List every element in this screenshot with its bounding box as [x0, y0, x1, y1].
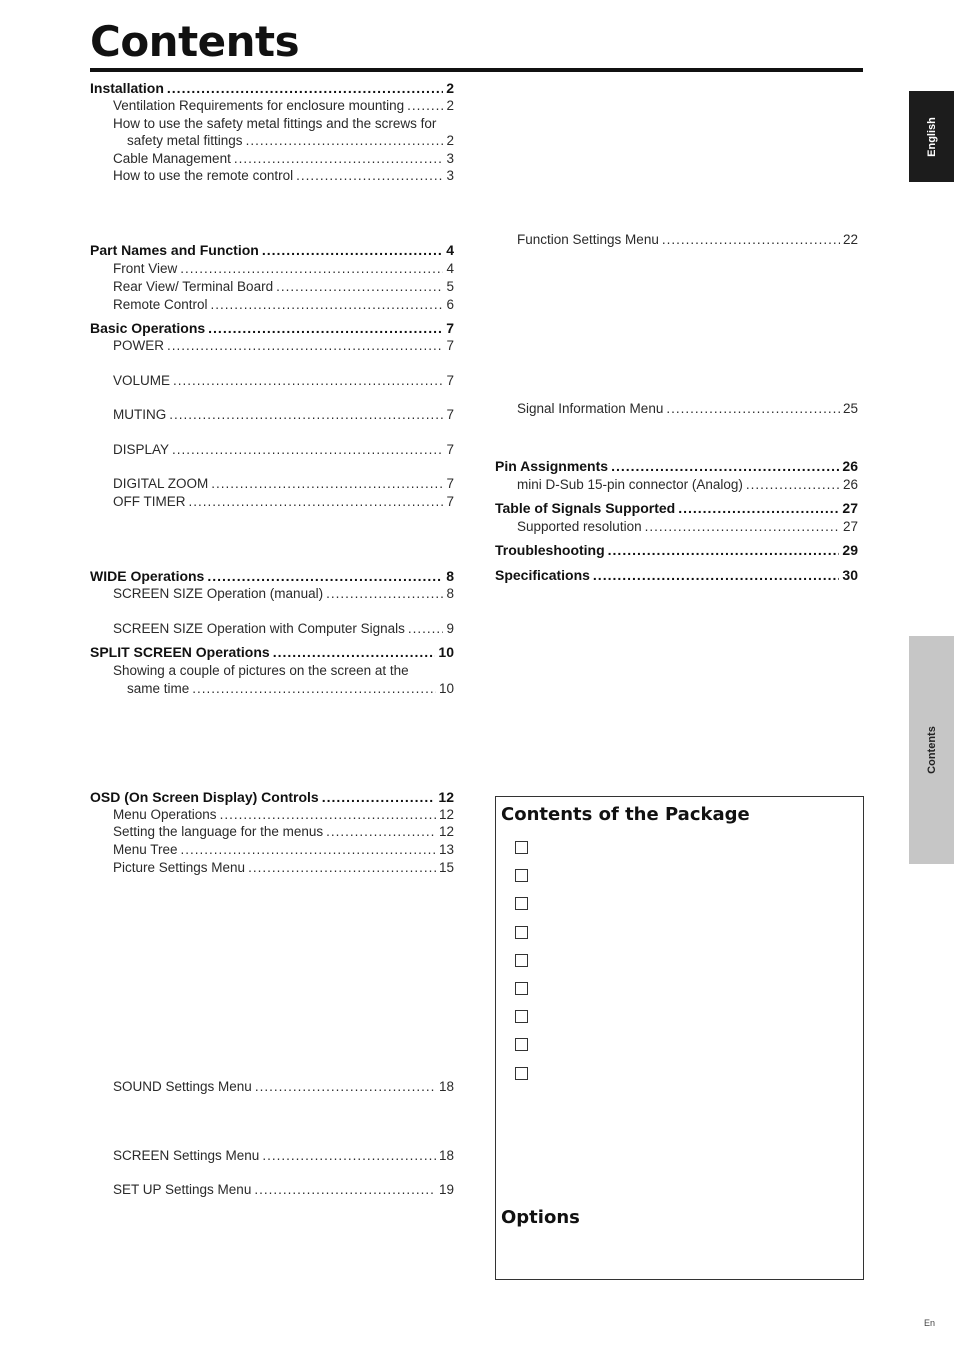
toc-leader-dots [645, 517, 840, 537]
toc-heading[interactable] [495, 456, 858, 476]
toc-entry-title: Ventilation Requirements for enclosure mounting [113, 98, 405, 113]
toc-leader-dots [173, 371, 443, 391]
toc-leader-dots [296, 166, 443, 186]
toc-entry[interactable] [113, 619, 454, 639]
package-checkbox[interactable] [515, 869, 528, 882]
toc-entry-title: Troubleshooting [495, 542, 605, 558]
toc-entry[interactable] [113, 96, 454, 116]
toc-entry-title: Installation [90, 80, 164, 96]
toc-page-number: 2 [446, 98, 454, 113]
toc-leader-dots [326, 584, 443, 604]
toc-entry-title: WIDE Operations [90, 568, 205, 584]
package-checkbox[interactable] [515, 1067, 528, 1080]
toc-entry-title: SET UP Settings Menu [113, 1182, 252, 1197]
toc-page-number: 27 [842, 500, 858, 516]
toc-entry[interactable] [113, 371, 454, 391]
package-checkbox[interactable] [515, 1010, 528, 1023]
package-title: Contents of the Package [501, 804, 750, 825]
toc-heading[interactable] [90, 787, 454, 807]
toc-leader-dots [666, 399, 840, 419]
toc-page-number: 7 [446, 338, 454, 353]
toc-heading[interactable] [90, 566, 454, 586]
toc-page-number: 7 [446, 373, 454, 388]
toc-page-number: 26 [842, 477, 858, 492]
toc-leader-dots [248, 858, 436, 878]
toc-leader-dots [407, 96, 443, 116]
toc-leader-dots [593, 565, 840, 585]
toc-entry[interactable] [113, 166, 454, 186]
tab-contents[interactable] [909, 636, 954, 864]
toc-entry-title: Function Settings Menu [517, 232, 659, 247]
toc-page-number: 6 [446, 297, 454, 312]
toc-entry-title: MUTING [113, 407, 167, 422]
package-checkbox[interactable] [515, 954, 528, 967]
toc-entry[interactable] [113, 405, 454, 425]
toc-page-number: 8 [446, 568, 454, 584]
toc-entry[interactable] [127, 679, 454, 699]
toc-page-number: 7 [446, 476, 454, 491]
toc-entry[interactable] [113, 1180, 454, 1200]
toc-entry[interactable] [113, 584, 454, 604]
toc-entry[interactable] [127, 131, 454, 151]
toc-page-number: 18 [438, 1148, 454, 1163]
toc-entry-title: same time [127, 681, 190, 696]
toc-entry[interactable] [113, 295, 454, 315]
toc-page-number: 9 [446, 621, 454, 636]
toc-leader-dots [255, 1077, 436, 1097]
toc-leader-dots [192, 679, 436, 699]
toc-page-number: 8 [446, 586, 454, 601]
toc-entry-title: OFF TIMER [113, 494, 186, 509]
toc-page-number: 7 [446, 494, 454, 509]
toc-leader-dots [211, 474, 443, 494]
toc-entry-title: How to use the safety metal fittings and the screws for [113, 116, 437, 131]
toc-entry-title: How to use the remote control [113, 168, 294, 183]
toc-leader-dots [254, 1180, 436, 1200]
toc-entry-title: Picture Settings Menu [113, 860, 246, 875]
toc-entry-title: POWER [113, 338, 165, 353]
toc-page-number: 3 [446, 151, 454, 166]
toc-entry-title: Cable Management [113, 151, 231, 166]
toc-entry-title: mini D-Sub 15-pin connector (Analog) [517, 477, 743, 492]
tab-contents-label: Contents [925, 726, 938, 774]
toc-leader-dots [322, 787, 436, 807]
toc-entry-title: Menu Tree [113, 842, 178, 857]
toc-entry[interactable] [517, 517, 858, 537]
toc-leader-dots [746, 475, 840, 495]
toc-page-number: 4 [446, 261, 454, 276]
toc-leader-dots [608, 540, 840, 560]
options-title: Options [501, 1207, 580, 1228]
tab-english[interactable] [909, 91, 954, 182]
toc-entry[interactable] [113, 277, 454, 297]
toc-leader-dots [211, 295, 444, 315]
toc-entry-title: SCREEN Settings Menu [113, 1148, 260, 1163]
toc-leader-dots [662, 230, 840, 250]
toc-entry-title: Setting the language for the menus [113, 824, 324, 839]
toc-heading[interactable] [495, 498, 858, 518]
toc-entry[interactable] [113, 822, 454, 842]
toc-entry[interactable] [113, 474, 454, 494]
toc-leader-dots [207, 566, 443, 586]
toc-leader-dots [169, 405, 443, 425]
toc-leader-dots [326, 822, 436, 842]
toc-page-number: 5 [446, 279, 454, 294]
toc-entry-title: SCREEN SIZE Operation with Computer Signals [113, 621, 405, 636]
toc-page-number: 12 [438, 824, 454, 839]
package-checkbox[interactable] [515, 841, 528, 854]
toc-leader-dots [408, 619, 444, 639]
toc-entry-title: Front View [113, 261, 178, 276]
page-title: Contents [90, 17, 300, 66]
toc-page-number: 2 [446, 133, 454, 148]
toc-leader-dots [167, 336, 443, 356]
toc-entry[interactable] [113, 1146, 454, 1166]
package-checkbox[interactable] [515, 897, 528, 910]
title-rule [90, 68, 863, 72]
toc-page-number: 13 [438, 842, 454, 857]
tab-english-label: English [925, 116, 938, 157]
toc-leader-dots [172, 440, 443, 460]
toc-page-number: 10 [438, 681, 454, 696]
toc-page-number: 3 [446, 168, 454, 183]
toc-entry[interactable] [517, 475, 858, 495]
toc-leader-dots [167, 78, 443, 98]
toc-leader-dots [180, 259, 443, 279]
toc-leader-dots [611, 456, 839, 476]
toc-page-number: 18 [438, 1079, 454, 1094]
toc-heading[interactable] [90, 78, 454, 98]
toc-entry[interactable] [113, 1077, 454, 1097]
toc-entry-title: Basic Operations [90, 320, 206, 336]
toc-entry-title: Pin Assignments [495, 458, 609, 474]
toc-entry-title: Showing a couple of pictures on the screen at the [113, 663, 409, 678]
toc-leader-dots [181, 840, 436, 860]
toc-page-number: 10 [438, 644, 454, 660]
package-checkbox[interactable] [515, 982, 528, 995]
toc-leader-dots [262, 1146, 436, 1166]
toc-page-number: 15 [438, 860, 454, 875]
toc-entry[interactable] [113, 259, 454, 279]
toc-heading[interactable] [90, 318, 454, 338]
toc-heading[interactable] [495, 565, 858, 585]
toc-entry-title: OSD (On Screen Display) Controls [90, 789, 319, 805]
toc-page-number: 19 [438, 1182, 454, 1197]
toc-entry[interactable] [113, 858, 454, 878]
toc-page-number: 26 [842, 458, 858, 474]
toc-page-number: 12 [438, 807, 454, 822]
toc-entry[interactable] [113, 440, 454, 460]
toc-entry-title: Signal Information Menu [517, 401, 664, 416]
toc-page-number: 4 [446, 242, 454, 258]
toc-entry-title: Rear View/ Terminal Board [113, 279, 274, 294]
toc-entry-title: Specifications [495, 567, 590, 583]
toc-entry-title: Remote Control [113, 297, 208, 312]
toc-page-number: 22 [842, 232, 858, 247]
page-footer-language: En [924, 1318, 936, 1328]
toc-leader-dots [262, 240, 443, 260]
toc-heading[interactable] [495, 540, 858, 560]
toc-entry[interactable] [517, 230, 858, 250]
toc-page-number: 7 [446, 407, 454, 422]
toc-entry-title: Part Names and Function [90, 242, 259, 258]
toc-page-number: 25 [842, 401, 858, 416]
toc-entry-title: Supported resolution [517, 519, 642, 534]
toc-entry-title: VOLUME [113, 373, 171, 388]
package-checkbox[interactable] [515, 926, 528, 939]
toc-page-number: 29 [842, 542, 858, 558]
package-contents-box [495, 796, 864, 1280]
toc-entry-title: DISPLAY [113, 442, 170, 457]
toc-page-number: 7 [446, 320, 454, 336]
toc-leader-dots [189, 492, 444, 512]
toc-leader-dots [276, 277, 443, 297]
toc-entry-title: safety metal fittings [127, 133, 243, 148]
toc-leader-dots [273, 642, 436, 662]
toc-entry[interactable] [113, 661, 454, 681]
toc-entry[interactable] [517, 399, 858, 419]
toc-entry-title: SCREEN SIZE Operation (manual) [113, 586, 324, 601]
toc-heading[interactable] [90, 642, 454, 662]
toc-page-number: 12 [438, 789, 454, 805]
toc-entry-title: SPLIT SCREEN Operations [90, 644, 270, 660]
toc-entry-title: SOUND Settings Menu [113, 1079, 252, 1094]
toc-entry[interactable] [113, 840, 454, 860]
toc-leader-dots [208, 318, 443, 338]
toc-entry-title: DIGITAL ZOOM [113, 476, 209, 491]
toc-entry-title: Table of Signals Supported [495, 500, 676, 516]
toc-page-number: 2 [446, 80, 454, 96]
toc-entry[interactable] [113, 336, 454, 356]
toc-page-number: 7 [446, 442, 454, 457]
toc-page-number: 30 [842, 567, 858, 583]
toc-entry-title: Menu Operations [113, 807, 217, 822]
toc-page-number: 27 [842, 519, 858, 534]
package-checkbox[interactable] [515, 1038, 528, 1051]
toc-entry[interactable] [113, 492, 454, 512]
toc-leader-dots [246, 131, 444, 151]
toc-leader-dots [678, 498, 839, 518]
toc-heading[interactable] [90, 240, 454, 260]
